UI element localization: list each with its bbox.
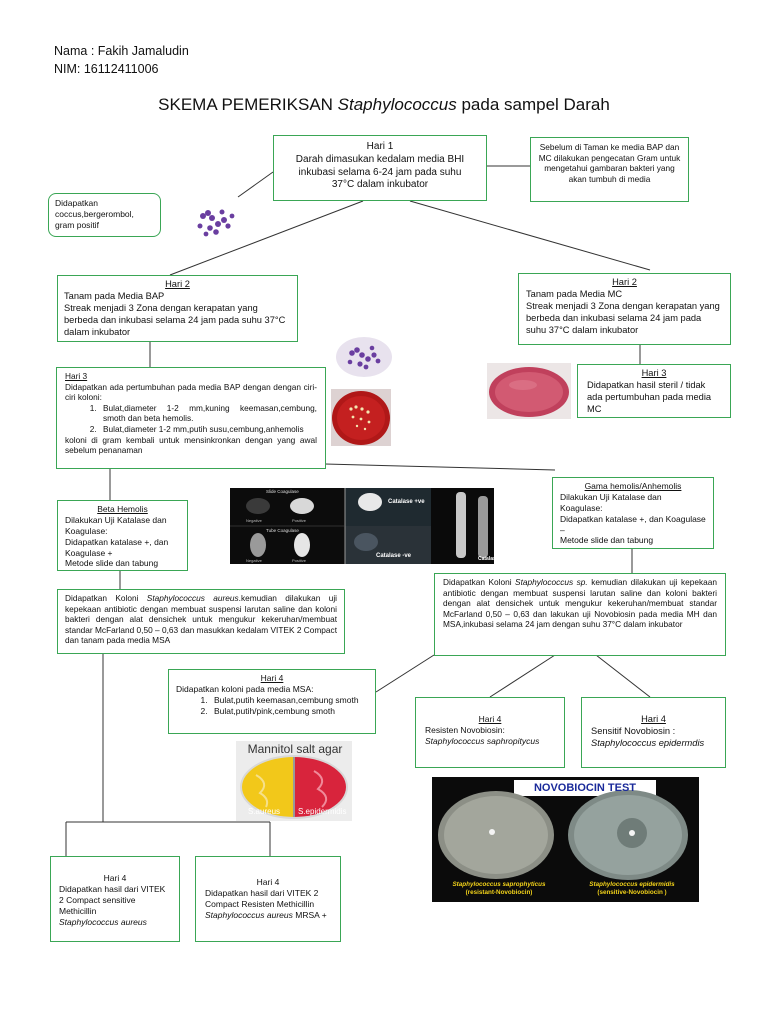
bap-plate-image — [331, 389, 391, 446]
hari1-line3: 37°C dalam inkubator — [331, 179, 429, 191]
author-nim: NIM: 16112411006 — [54, 62, 159, 76]
hari4-msa-box — [168, 669, 376, 734]
coag-pos-label-1: Positive — [292, 518, 307, 523]
hari4-vitek-sensitive-line1: Didapatkan hasil dari VITEK 2 Compact sensitive Methicillin — [59, 883, 166, 916]
hari3-mc-day: Hari 3 — [641, 368, 667, 378]
hari4-vitek-resisten-mrsa: MRSA + — [292, 909, 327, 920]
hari4-msa-day: Hari 4 — [260, 673, 284, 683]
gama-line2: Didapatkan katalase +, dan Koagulase – — [560, 513, 706, 535]
hari3-bap-item1: 1. Bulat,diameter 1-2 mm,kuning keemasan,cembung, smoth dan beta hemolis. — [99, 403, 317, 424]
coag-pos-label-2: Positive — [292, 558, 307, 563]
hari1-line1: Darah dimasukan kedalam media BHI — [295, 153, 465, 165]
hari1-day: Hari 1 — [366, 141, 394, 152]
hari4-resisten-box — [415, 697, 565, 768]
novo-right-species: Staphylococcus sp. — [515, 577, 588, 587]
gram-stain-note — [530, 137, 689, 202]
hari2-mc-line2: Streak menjadi 3 Zona dengan kerapatan yang berbeda dan inkubasi selama 24 jam pada suhu 37°C dalam inkubator — [526, 300, 720, 335]
mannitol-left-label: S.aureus — [248, 807, 281, 816]
hari4-sensitif-day: Hari 4 — [641, 714, 666, 724]
hari4-vitek-sensitive-species: Staphylococcus aureus — [59, 916, 147, 927]
hari4-resisten-species: Staphylococcus saphropitycus — [425, 735, 540, 746]
coag-slide-label: Slide Coagulase — [266, 489, 299, 494]
hari4-resisten-day: Hari 4 — [478, 714, 502, 724]
hari3-bap-day: Hari 3 — [65, 371, 88, 381]
mannitol-title: Mannitol salt agar — [247, 742, 343, 756]
novo-right-post: kemudian dilakukan uji kepekaan antibiotic dengan membuat suspensi larutan saline dan koloni bakteri dengan alat densichek untuk mengukur kekeruhan/membuat standar McFarland 0,50 – 0,63 dan lakukan uji Novobiosin pada media MH dan MSA,inkubasi selama 24 jam dengan suhu 37°C dalam inkubator — [443, 577, 717, 630]
gama-heading: Gama hemolis/Anhemolis — [584, 481, 682, 491]
hari4-vitek-resisten-box — [195, 856, 341, 942]
beta-hemolis-box — [57, 500, 188, 571]
hari3-bap-box — [56, 367, 326, 469]
hari4-vitek-resisten-species: Staphylococcus aureus — [205, 909, 293, 920]
mc-plate-image — [487, 363, 571, 419]
coag-neg-label-2: Negative — [246, 558, 262, 563]
catalase-negative-label-2: Catalase -ve — [478, 556, 508, 562]
beta-line2: Didapatkan katalase +, dan Koagulase + — [65, 536, 169, 558]
gram-note-text: Sebelum di Taman ke media BAP dan MC dilakukan pengecatan Gram untuk mengetahui gambaran bakteri yang akan tumbuh di media — [538, 142, 681, 184]
hari4-vitek-sensitive-box — [50, 856, 180, 942]
gram-result-box — [48, 193, 161, 237]
gram-stain-image-2 — [336, 337, 392, 377]
coag-tube-label: Tube Coagulase — [266, 528, 299, 533]
hari4-sensitif-species: Staphylococcus epidermdis — [591, 737, 705, 748]
hari3-mc-text: Didapatkan hasil steril / tidak ada pertumbuhan pada media MC — [587, 379, 712, 414]
novobiosin-right-box — [434, 573, 726, 656]
catalase-positive-label: Catalase +ve — [388, 499, 425, 505]
novo-right-pre: Didapatkan Koloni — [443, 577, 516, 587]
beta-line1: Dilakukan Uji Katalase dan Koagulase: — [65, 514, 167, 536]
hari2-bap-box — [57, 275, 298, 342]
hari2-mc-box — [518, 273, 731, 345]
page-title: SKEMA PEMERIKSAN Staphylococcus pada sampel Darah — [158, 95, 610, 114]
hari2-bap-day: Hari 2 — [165, 279, 190, 289]
hari3-bap-outro: koloni di gram kembali untuk mensinkronkan dengan yang awal sebelum penanaman — [65, 434, 317, 456]
hari1-line2: inkubasi selama 6-24 jam pada suhu — [298, 166, 462, 178]
beta-line3: Metode slide dan tabung — [65, 558, 159, 569]
catalase-negative-label: Catalase -ve — [376, 553, 412, 559]
gram-stain-image — [188, 198, 242, 244]
hari4-sensitif-line1: Sensitif Novobiosin : — [591, 725, 676, 736]
mannitol-salt-agar-image — [236, 741, 352, 821]
hari2-mc-line1: Tanam pada Media MC — [526, 288, 623, 299]
hari4-msa-item2: 2. Bulat,putih/pink,cembung smoth — [210, 706, 368, 717]
vitek-left-pre: Didapatkan Koloni — [65, 593, 147, 603]
hari4-msa-item1: 1. Bulat,putih keemasan,cembung smoth — [210, 695, 368, 706]
novo-right-result-label: (sensitive-Novobiocin ) — [597, 889, 667, 896]
gama-hemolis-box — [552, 477, 714, 549]
vitek-left-box — [57, 589, 345, 654]
author-name: Nama : Fakih Jamaludin — [54, 44, 189, 58]
vitek-left-post: .kemudian dilakukan uji kepekaan antibiotic dengan membuat suspensi larutan saline dan koloni bakteri dengan alat densichek untuk mengukur kekeruhan/membuat standar McFarland 0,50 – 0,63 dan masukkan kedalam VITEK 2 Compact dan tanam pada media MSA — [65, 593, 338, 646]
novobiocin-test-image — [432, 777, 699, 902]
novo-right-species-label: Staphylococcus epidermidis — [589, 881, 675, 888]
gama-line1: Dilakukan Uji Katalase dan Koagulase: — [560, 491, 662, 513]
beta-heading: Beta Hemolis — [97, 504, 148, 514]
novo-left-species-label: Staphylococcus saprophyticus — [452, 881, 546, 888]
gram-result-text: Didapatkan coccus,bergerombol, gram positif — [55, 198, 134, 230]
hari4-sensitif-box — [581, 697, 726, 768]
hari2-bap-line2: Streak menjadi 3 Zona dengan kerapatan yang berbeda dan inkubasi selama 24 jam pada suhu 37°C dalam inkubator — [64, 302, 286, 337]
hari3-mc-box — [577, 364, 731, 418]
mannitol-right-label: S.epidermidis — [298, 807, 347, 816]
hari4-vitek-resisten-day: Hari 4 — [256, 877, 280, 887]
novobiocin-title: NOVOBIOCIN TEST — [533, 782, 637, 794]
hari4-vitek-sensitive-day: Hari 4 — [103, 873, 127, 883]
hari4-resisten-line1: Resisten Novobiosin: — [425, 724, 505, 735]
hari4-msa-intro: Didapatkan koloni pada media MSA: — [176, 683, 314, 694]
hari4-vitek-resisten-line1: Didapatkan hasil dari VITEK 2 Compact Resisten Methicillin — [205, 887, 319, 909]
hari3-bap-intro: Didapatkan ada pertumbuhan pada media BAP dengan dengan ciri-ciri koloni: — [65, 381, 317, 403]
hari3-bap-item2: 2. Bulat,diameter 1-2 mm,putih susu,cembung,anhemolis — [99, 424, 317, 435]
hari2-bap-line1: Tanam pada Media BAP — [64, 290, 165, 301]
hari2-mc-day: Hari 2 — [612, 277, 637, 287]
coag-neg-label-1: Negative — [246, 518, 262, 523]
gama-line3: Metode slide dan tabung — [560, 535, 654, 546]
hari1-box — [273, 135, 487, 201]
catalase-coagulase-image — [230, 488, 508, 564]
novo-left-result-label: (resistant-Novobiocin) — [465, 889, 533, 896]
vitek-left-species: Staphylococcus aureus — [146, 593, 239, 603]
